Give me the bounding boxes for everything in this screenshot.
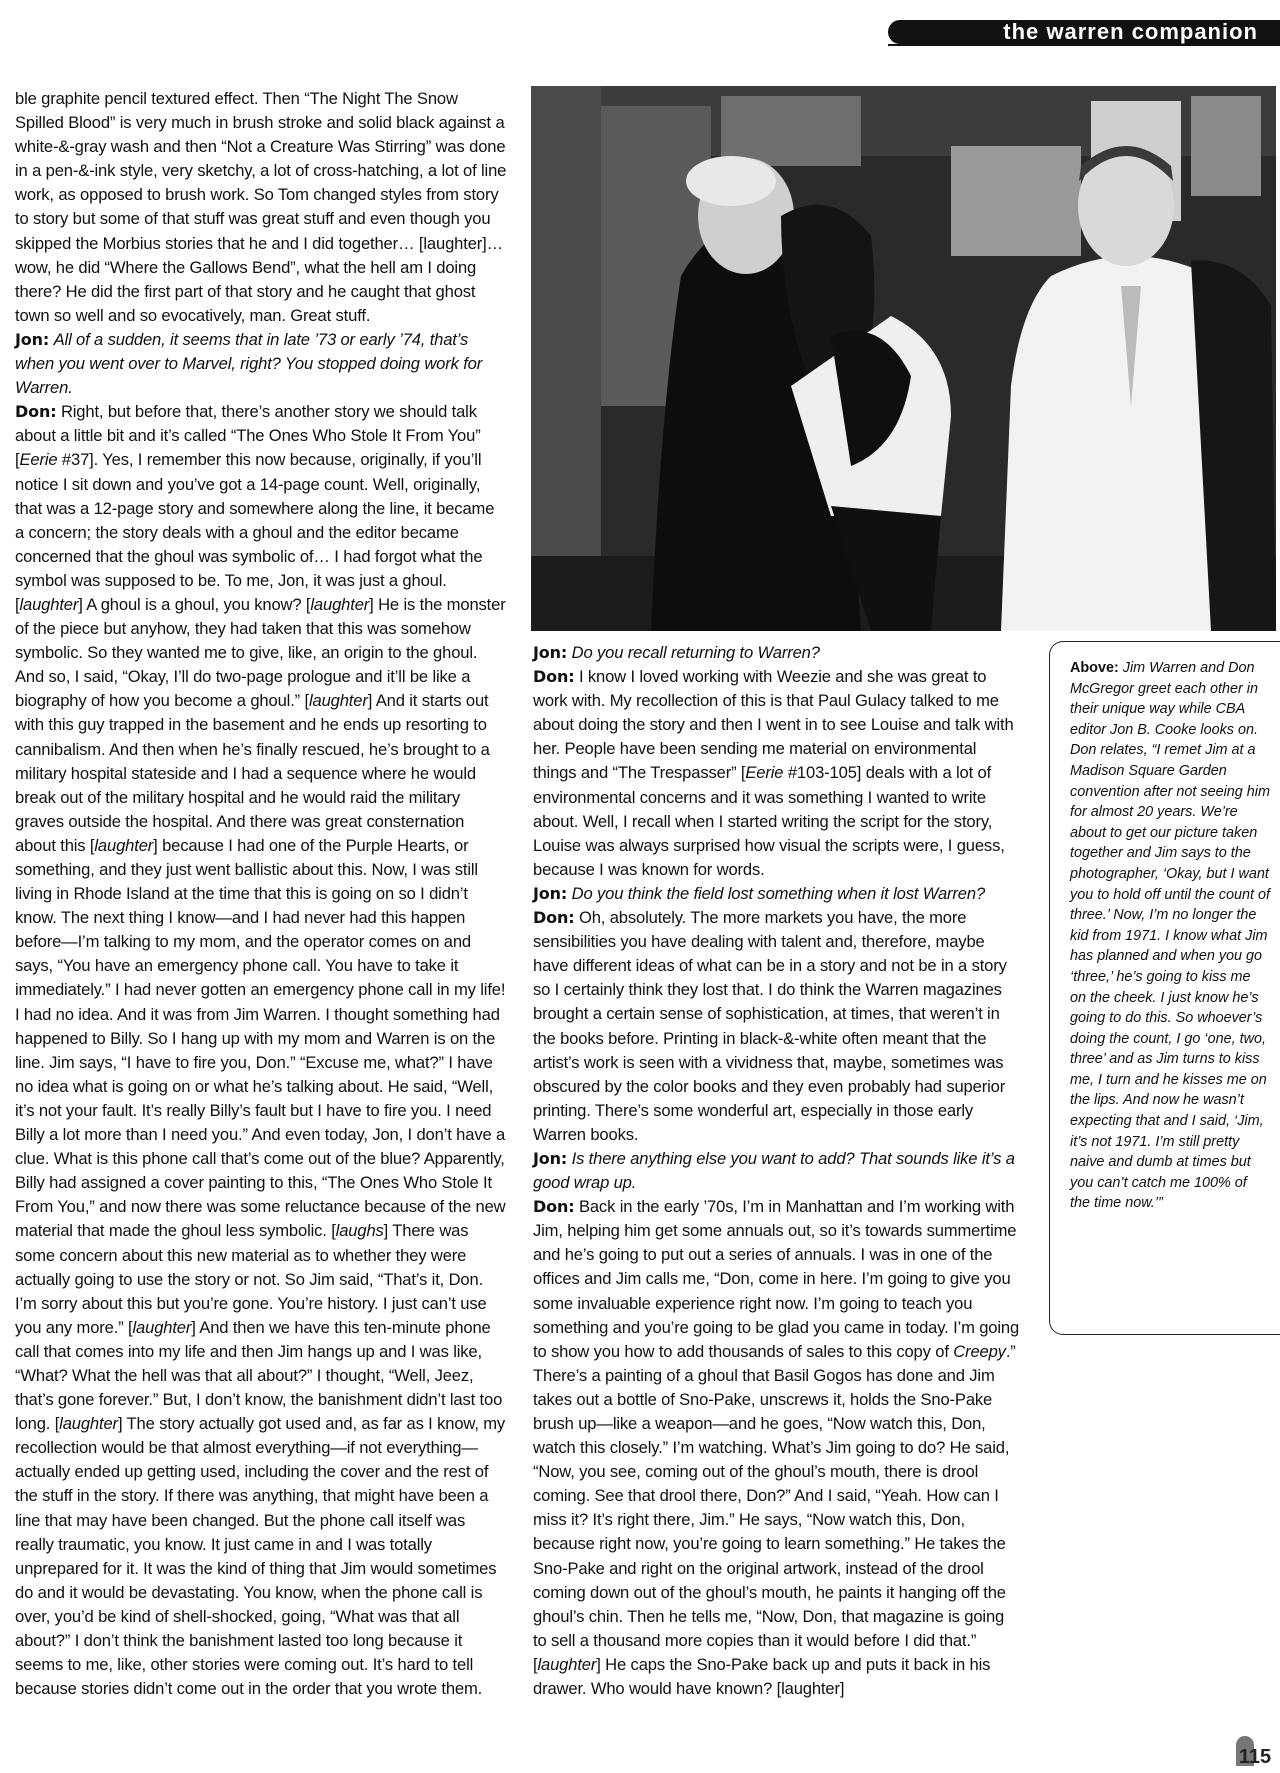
question-paragraph: Jon: Do you recall returning to Warren? bbox=[533, 643, 820, 662]
speaker-label: Jon: bbox=[533, 1148, 568, 1168]
photo-caption bbox=[1049, 641, 1280, 1335]
question-paragraph: Jon: Do you think the field lost something when it lost Warren? bbox=[533, 883, 986, 903]
photo-illustration bbox=[531, 86, 1276, 631]
question-paragraph: Jon: Is there anything else you want to add? That sounds like it’s a good wrap up. bbox=[533, 1148, 1015, 1193]
header-banner bbox=[888, 20, 1280, 44]
banner-title: the warren companion bbox=[1003, 19, 1258, 44]
speaker-label: Don: bbox=[533, 667, 575, 687]
speaker-label: Jon: bbox=[533, 643, 568, 662]
answer-paragraph: Don: Back in the early ’70s, I’m in Manhattan and I’m working with Jim, helping him get some annuals out, so it’s towards summertime and he’s going to put out a series of annuals. I was in one of the offices and Jim calls me, “Don, come in here. I’m going to give you some invaluable experience right now. I’m going to teach you something and you’re going to be glad you came in today. I’m going to show you how to add thousands of sales to this copy of Creepy.” There’s a painting of a ghoul that Basil Gogos has done and Jim takes out a bottle of Sno-Pake, unscrews it, holds the Sno-Pake brush up—like a weapon—and he goes, “Now watch this, Don, watch this closely.” I’m watching. What’s Jim going to do? He said, “Now, you see, coming out of the ghoul’s mouth, there is drool coming. See that drool there, Don?” And I said, “Yeah. How can I miss it? It’s right there, Jim.” He says, “Now watch this, Don, because right now, you’re going to learn something.” He takes the Sno-Pake and right on the original artwork, instead of the drool coming down out of the ghoul’s mouth, he paints it hanging off the ghoul’s chin. Then he tells me, “Now, Don, that magazine is going to sell a thousand more copies than it would before I did that.” [laughter] He caps the Sno-Pake back up and puts it back in his drawer. Who would have known? [laughter] bbox=[533, 1197, 1020, 1699]
page-number: 115 bbox=[1238, 1746, 1272, 1768]
text-column-right bbox=[533, 641, 1021, 1701]
speaker-label: Don: bbox=[15, 402, 57, 422]
caption-body: Jim Warren and Don McGregor greet each other in their unique way while CBA editor Jon B. Cooke looks on. Don relates, “I remet Jim at a Madison Square Garden convention after not seeing him for almost 20 years. We’re about to get our picture taken together and Jim says to the photographer, ‘Okay, but I want you to hold off until the count of three.’ Now, I’m no longer the kid from 1971. I know what Jim has planned and when you go ‘three,’ he’s going to kiss me on the cheek. I just know he’s going to do this. So whoever’s doing the count, I go ‘one, two, three’ and as Jim turns to kiss me, I turn and he kisses me on the lips. And now he wasn’t expecting that and I said, ‘Jim, it’s not 1971. I’m still pretty naive and dumb at times but you can’t catch me 100% of the time now.’” bbox=[1070, 660, 1271, 1212]
question-paragraph: Jon: All of a sudden, it seems that in late ’73 or early ’74, that’s when you went over to Marvel, right? You stopped doing work for Warren. bbox=[15, 329, 483, 398]
caption-lead: Above: bbox=[1070, 660, 1119, 676]
answer-paragraph: Don: Right, but before that, there’s another story we should talk about a little bit and it’s called “The Ones Who Stole It From You” [Eerie #37]. Yes, I remember this now because, originally, if you’ll notice I sit down and you’ve got a 14-page count. Well, originally, that was a 12-page story and somewhere along the line, it became a concern; the story deals with a ghoul and the editor became concerned that the ghoul was symbolic of… I had forgot what the symbol was supposed to be. To me, Jon, it was just a ghoul. [laughter] A ghoul is a ghoul, you know? [laughter] He is the monster of the piece but anyhow, they had taken that this was somehow symbolic. So they wanted me to give, like, an origin to the ghoul. And so, I said, “Okay, I’ll do two-page prologue and it’ll be like a biography of how you become a ghoul.” [laughter] And it starts out with this guy trapped in the basement and he ends up resorting to cannibalism. And then when he’s finally rescued, he’s brought to a military hospital stateside and I had a sequence where he would break out of the military hospital and he would raid the military graves outside the hospital. And there was great consternation about this [laughter] because I had one of the Purple Hearts, or something, and they just went ballistic about this. Now, I was still living in Rhode Island at the time that this is going on so I didn’t know. The next thing I know—and I had never had this happen before—I’m talking to my mom, and the operator comes on and says, “You have an emergency phone call. You have to take it immediately.” I had never gotten an emergency phone call in my life! I had no idea. And it was from Jim Warren. I thought something had happened to Billy. So I hang up with my mom and Warren is on the line. Jim says, “I have to fire you, Don.” “Excuse me, what?” I have no idea what is going on or what he’s talking about. He said, “Well, it’s not your fault. It’s really Billy’s fault but I have to fire you. I need Billy a lot more than I need you.” And even today, Jon, I don’t have a clue. What is this phone call that’s come out of the blue? Apparently, Billy had assigned a cover painting to this, “The Ones Who Stole It From You,” and now there was some reluctance because of the new material that made the ghoul less symbolic. [laughs] There was some concern about this new material as to whether they were actually going to use the story or not. So Jim said, “That’s it, Don. I’m sorry about this but you’re gone. You’re history. I just can’t use you any more.” [laughter] And then we have this ten-minute phone call that comes into my life and then Jim hangs up and I was like, “What? What the hell was that all about?” I thought, “Well, Jeez, that’s gone forever.” But, I don’t know, the banishment didn’t last too long. [laughter] The story actually got used and, as far as I know, my recollection would be that almost everything—if not everything—actually ended up getting used, including the cover and the rest of the stuff in the story. If there was anything, that might have been a line that may have been changed. But the phone call itself was really traumatic, you know. It just came in and I was totally unprepared for it. It was the kind of thing that Jim would sometimes do and it would be devastating. You know, when the phone call is over, you’d be kind of shell-shocked, going, “What was that all about?” I don’t think the banishment lasted too long because it seems to me, like, other stories were coming out. It’s hard to tell because stories didn’t come out in the order that you wrote them. bbox=[15, 402, 506, 1699]
photo-jim-warren-don-mcgregor bbox=[531, 86, 1276, 631]
header-rule bbox=[888, 44, 1280, 46]
text-column-left bbox=[15, 87, 507, 1701]
speaker-label: Jon: bbox=[533, 883, 568, 903]
paragraph: ble graphite pencil textured effect. Then “The Night The Snow Spilled Blood” is very much in brush stroke and solid black against a white-&-gray wash and then “Not a Creature Was Stirring” was done in a pen-&-ink style, very sketchy, a lot of cross-hatching, a lot of line work, as opposed to brush work. So Tom changed styles from story to story but some of that stuff was great stuff and even though you skipped the Morbius stories that he and I did together… [laughter]… wow, he did “Where the Gallows Bend”, what the hell am I doing there? He did the first part of that story and he caught that ghost town so well and so evocatively, man. Great stuff. bbox=[15, 89, 507, 325]
speaker-label: Don: bbox=[533, 908, 575, 928]
answer-paragraph: Don: I know I loved working with Weezie and she was great to work with. My recollection of this is that Paul Gulacy talked to me about doing the story and then I went in to see Louise and talk with her. People have been sending me material on environmental things and “The Trespasser” [Eerie #103-105] deals with a lot of environmental concerns and it was something I wanted to write about. Well, I recall when I started writing the script for the story, Louise was always surprised how visual the scripts were, I guess, because I was known for words. bbox=[533, 667, 1014, 879]
speaker-label: Jon: bbox=[15, 329, 50, 349]
speaker-label: Don: bbox=[533, 1197, 575, 1217]
answer-paragraph: Don: Oh, absolutely. The more markets you have, the more sensibilities you have dealing with talent and, therefore, maybe have different ideas of what can be in a story and not be in a story so I certainly think they lost that. I do think the Warren magazines brought a certain sense of sophistication, at times, that weren’t in the books before. Printing in black-&-white often meant that the artist’s work is seen with a vividness that, maybe, sometimes was obscured by the color books and they even probably had superior printing. There’s some wonderful art, especially in those early Warren books. bbox=[533, 908, 1007, 1144]
